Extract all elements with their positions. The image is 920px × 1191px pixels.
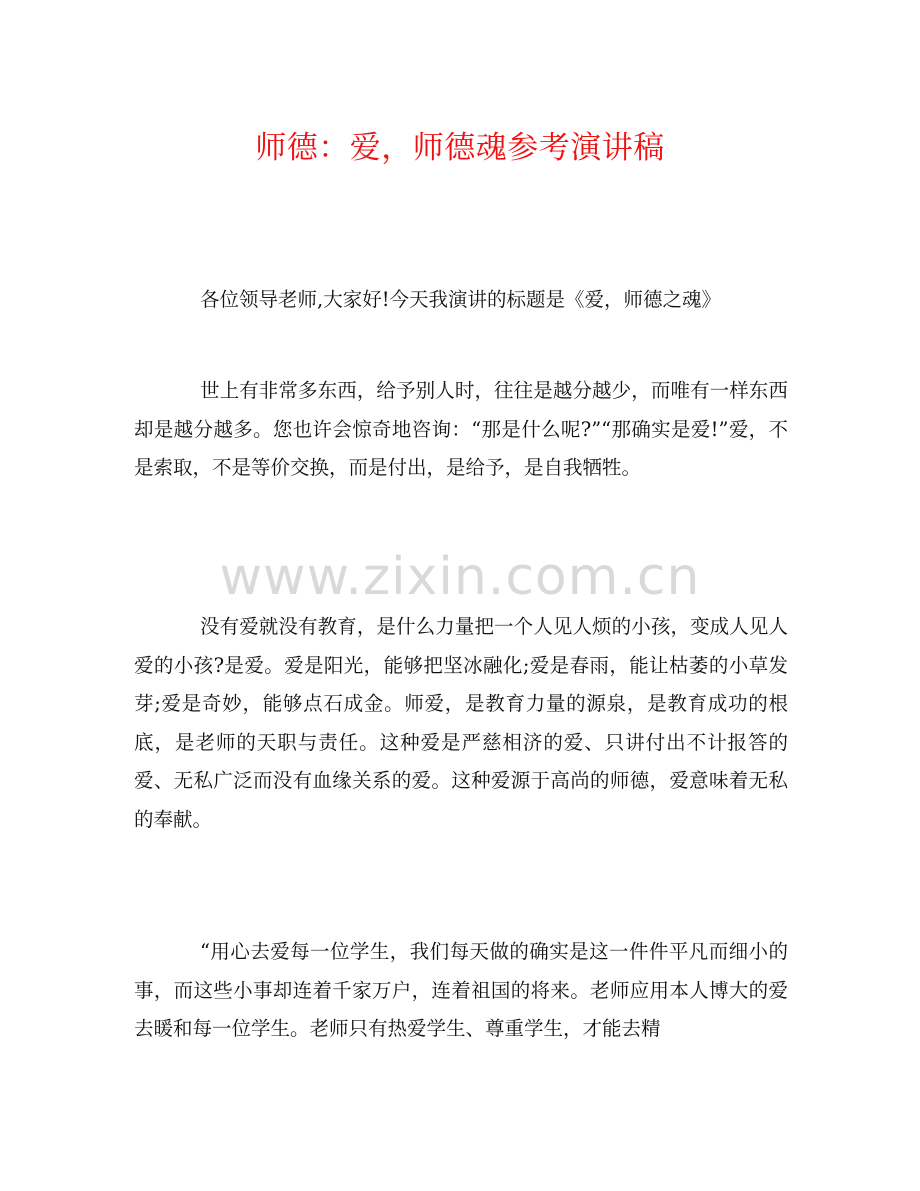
document-title: 师德：爱，师德魂参考演讲稿: [255, 130, 665, 166]
paragraph-education-love: 没有爱就没有教育，是什么力量把一个人见人烦的小孩，变成人见人爱的小孩?是爱。爱是阳光，能够把坚冰融化;爱是春雨，能让枯萎的小草发芽;爱是奇妙，能够点石成金。师爱，是教育力量的源泉，是教育成功的根底，是老师的天职与责任。这种爱是严慈相济的爱、只讲付出不计报答的爱、无私广泛而没有血缘关系的爱。这种爱源于高尚的师德，爱意味着无私的奉献。: [134, 615, 788, 831]
paragraph-greeting: 各位领导老师,大家好!今天我演讲的标题是《爱，师德之魂》: [200, 288, 722, 311]
watermark: www.zixin.com.cn: [219, 547, 701, 607]
paragraph-care-students: “用心去爱每一位学生，我们每天做的确实是这一件件平凡而细小的事，而这些小事却连着千家万户，连着祖国的将来。老师应用本人博大的爱去暖和每一位学生。老师只有热爱学生、尊重学生，才能去精: [134, 940, 788, 1040]
paragraph-love-grows: 世上有非常多东西，给予别人时，往往是越分越少，而唯有一样东西却是越分越多。您也许会惊奇地咨询：“那是什么呢?”“那确实是爱!”爱，不是索取，不是等价交换，而是付出，是给予，是自我牺牲。: [134, 379, 788, 479]
